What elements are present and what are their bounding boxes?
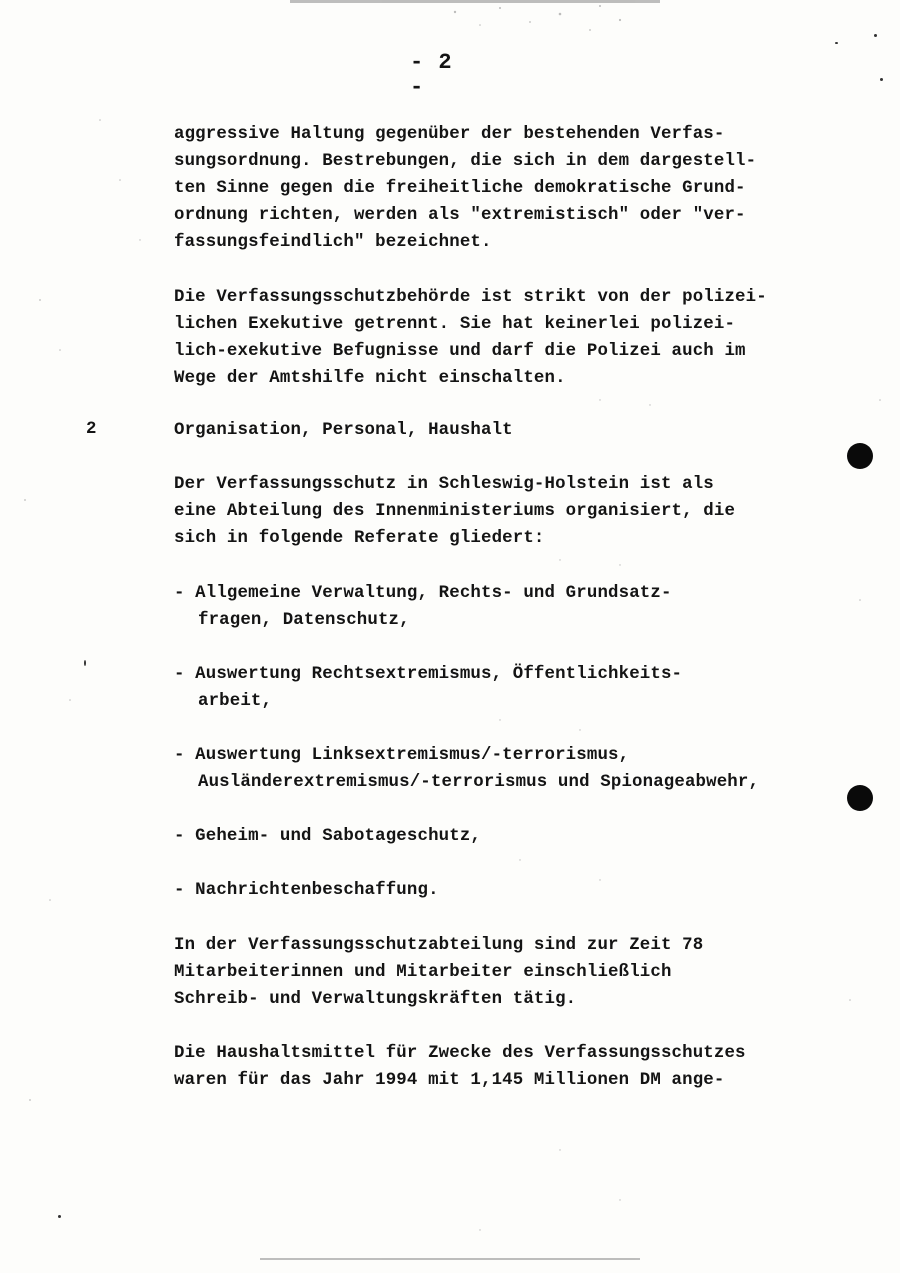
list-item-1-line-1: - Allgemeine Verwaltung, Rechts- und Grundsatz-	[174, 584, 672, 603]
list-item-4: - Geheim- und Sabotageschutz,	[174, 827, 481, 846]
paragraph5-line-2: waren für das Jahr 1994 mit 1,145 Millionen DM ange-	[174, 1071, 725, 1090]
paragraph3-line-1: Der Verfassungsschutz in Schleswig-Holstein ist als	[174, 475, 714, 494]
paragraph3-line-3: sich in folgende Referate gliedert:	[174, 529, 545, 548]
scan-speck	[58, 1215, 61, 1218]
paragraph2-line-1: Die Verfassungsschutzbehörde ist strikt von der polizei-	[174, 288, 767, 307]
list-item-1-line-2: fragen, Datenschutz,	[198, 611, 410, 630]
punch-hole-top	[847, 443, 873, 469]
section-heading: Organisation, Personal, Haushalt	[174, 421, 513, 440]
paragraph2-line-3: lich-exekutive Befugnisse und darf die Polizei auch im	[174, 342, 746, 361]
paragraph1-line-3: ten Sinne gegen die freiheitliche demokratische Grund-	[174, 179, 746, 198]
paragraph3-line-2: eine Abteilung des Innenministeriums organisiert, die	[174, 502, 736, 521]
paragraph5-line-1: Die Haushaltsmittel für Zwecke des Verfassungsschutzes	[174, 1044, 746, 1063]
paragraph4-line-1: In der Verfassungsschutzabteilung sind zur Zeit 78	[174, 936, 704, 955]
paragraph2-line-2: lichen Exekutive getrennt. Sie hat keinerlei polizei-	[174, 315, 736, 334]
list-item-2-line-1: - Auswertung Rechtsextremismus, Öffentlichkeits-	[174, 665, 683, 684]
paragraph4-line-2: Mitarbeiterinnen und Mitarbeiter einschließlich	[174, 963, 672, 982]
list-item-3-line-2: Ausländerextremismus/-terrorismus und Spionageabwehr,	[198, 773, 760, 792]
paragraph1-line-2: sungsordnung. Bestrebungen, die sich in dem dargestell-	[174, 152, 757, 171]
scan-speck	[84, 660, 86, 666]
scan-speck	[880, 78, 883, 81]
list-item-5: - Nachrichtenbeschaffung.	[174, 881, 439, 900]
scan-speck	[835, 42, 838, 44]
section-number: 2	[86, 420, 97, 439]
page-number: - 2 -	[410, 50, 453, 100]
paragraph2-line-4: Wege der Amtshilfe nicht einschalten.	[174, 369, 566, 388]
list-item-2-line-2: arbeit,	[198, 692, 273, 711]
paragraph1-line-4: ordnung richten, werden als "extremistisch" oder "ver-	[174, 206, 746, 225]
scan-speck	[874, 34, 877, 37]
paragraph4-line-3: Schreib- und Verwaltungskräften tätig.	[174, 990, 577, 1009]
punch-hole-bottom	[847, 785, 873, 811]
paragraph1-line-5: fassungsfeindlich" bezeichnet.	[174, 233, 492, 252]
paragraph1-line-1: aggressive Haltung gegenüber der bestehenden Verfas-	[174, 125, 725, 144]
list-item-3-line-1: - Auswertung Linksextremismus/-terrorismus,	[174, 746, 630, 765]
